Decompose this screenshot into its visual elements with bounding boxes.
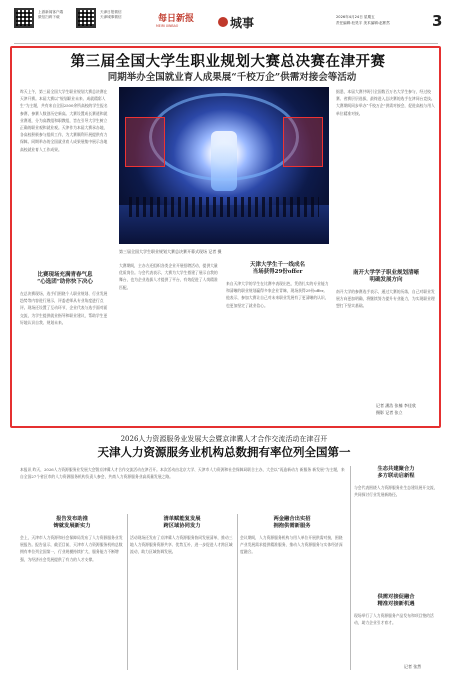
editor-line: 责任编辑:杜昊宇 美术编辑:赵彬然: [336, 21, 390, 25]
feature-photo: [119, 87, 329, 244]
date-line: 2026年4月24日 星期五: [336, 15, 375, 19]
article-byline: 记者 张然: [404, 664, 422, 669]
article-body-col3: 会议期间，人力资源服务机构与用人单位开展供需对接，围绕产业发展需求提供精准服务，推动人力资源服务与实体经济深度融合。: [240, 535, 343, 555]
article-body-col2: 活动现场还发布了京津冀人力资源服务协同发展清单，推动三地人力资源服务资源共享、优势互补，进一步促进人才跨区域流动，助力区域协调发展。: [130, 535, 233, 555]
column-divider: [127, 514, 128, 670]
article-subheading: 报告发布助推 铸就发展新实力: [53, 516, 91, 529]
feature-byline: 记者 潘浩 张楠 李佳欣 摄影 记者 张立: [376, 403, 416, 415]
article-body-side2: 现场举行了人力资源服务产品发布和项目签约活动，助力企业引才育才。: [354, 613, 434, 626]
feature-body-col4: 据悉，本届大赛共吸引全国数百万名大学生参与，经过校赛、省赛层层选拔，最终进入总决赛的选手在津同台竞技。大赛期间同步举办“千校万企”供需对接会，促进高校与用人单位精准对接。: [336, 89, 435, 116]
feature-body-col3: 来自天津大学的学生在比赛中表现出色，凭借扎实的专业能力和清晰的职业规划赢得多家企业青睐，现场获得29份offer。他表示，参加大赛让自己对未来职业发展有了更清晰的认识，也更加坚定了就业信心。: [226, 281, 329, 308]
feature-subheading: 南开大学学子职业规划清晰 明确发展方向: [352, 270, 419, 283]
article-kicker: 2026人力资源服务业发展大会暨京津冀人才合作交流活动在津召开: [120, 435, 328, 443]
feature-subheading: 天津大学生千一线成名 当场获得29份offer: [249, 262, 305, 275]
column-divider: [237, 514, 238, 670]
feature-body-col4b: 南开大学的参赛选手表示，通过大赛的历练，自己对职业发展方向更加明确，将继续努力提升专业能力，为实现职业理想打下坚实基础。: [336, 289, 435, 309]
article-body-col1: 会上，天津市人力资源和社会保障局发布了人力资源服务业发展报告。报告显示，截至目前，天津市人力资源服务机构总数拥有率位列全国第一，行业规模持续扩大，服务能力不断增强，为经济社会发展提供了有力的人才支撑。: [20, 535, 123, 562]
photo-caption: 第三届全国大学生职业规划大赛总决赛开幕式现场 记者 摄: [119, 249, 222, 254]
article-body-side1: 与会代表围绕人力资源服务业生态建设展开交流，共同探讨行业发展新路径。: [354, 485, 438, 498]
section-name: 城事: [230, 16, 255, 30]
feature-article[interactable]: [10, 46, 441, 428]
article-subheading: 两金融合出实招 拥抱供需新服务: [273, 516, 311, 529]
masthead: [14, 4, 443, 44]
qr-code-icon: [14, 8, 34, 28]
section-dot-icon: [218, 17, 228, 27]
article-headline[interactable]: 天津人力资源服务业机构总数拥有率位列全国第一: [97, 445, 351, 459]
feature-body-col1b: 在总决赛现场，选手们围绕个人职业规划、行业发展趋势等内容进行展示，评委老师从专业角度进行点评。现场还设置了互动环节，企业代表与选手面对面交流，为学生提供就业指导和职业建议，帮助学生更好地认识自我、规划未来。: [20, 291, 108, 325]
feature-subheading: 比赛现场充满青春气息 “心选团”助你快下决心: [37, 272, 93, 285]
article-lead: 本报讯 昨天，2026人力资源服务业发展大会暨京津冀人才合作交流活动在津召开。本次活动由北京大学、天津市人力资源和社会保障局联合主办，大会以“再造新动力 新服务 新发展”为主题，来自全国27个省区市的人力资源服务机构负责人参会，共商人力资源服务业高质量发展之路。: [20, 467, 345, 480]
page-number: 3: [432, 12, 443, 30]
article-subheading: 生态共建聚合力 多方联动启新程: [377, 466, 415, 479]
qr-code-icon: [76, 8, 96, 28]
feature-body-col2: 大赛期间，主办方还组织各类企业开展招聘活动，提供大量优质岗位。与会代表表示，大赛为大学生搭建了展示自我的舞台，也为企业选拔人才提供了平台，有效促进了人岗精准匹配。: [119, 263, 218, 290]
feature-headline: 第三届全国大学生职业规划大赛总决赛在津开赛: [70, 53, 386, 70]
qr-caption: 上游新闻客户端 微信扫码下载: [38, 10, 64, 19]
column-divider: [350, 466, 351, 670]
feature-subhead: 同期举办全国就业育人成果展“千校万企”供需对接会等活动: [107, 72, 357, 83]
article-subheading: 清单赋能复发展 跨区域协同发力: [163, 516, 201, 529]
qr-caption: 天津日报微信 天津城事微信: [100, 10, 122, 19]
feature-body-col1: 昨天上午，第三届全国大学生职业规划大赛总决赛在天津开赛。本届大赛以“规划职业未来、成就精彩人生”为主题，共有来自全国2500余所高校的学生报名参赛，参赛人数创历史新高。大赛设置成长赛道和就业赛道，分为高教组和职教组，旨在引导大学生树立正确的职业观和就业观。天津作为本届大赛承办地，各高校积极参与组织工作，为大赛顺利开展提供有力保障。同期举办的全国就业育人成果展集中展示各地高校就业育人工作成果。: [20, 89, 108, 152]
newspaper-logo: 每日新报: [158, 14, 195, 24]
article-subheading: 供需对接促融合 精准对接新机遇: [377, 594, 415, 607]
newspaper-logo-sub: MEIRI XINBAO: [156, 24, 179, 28]
